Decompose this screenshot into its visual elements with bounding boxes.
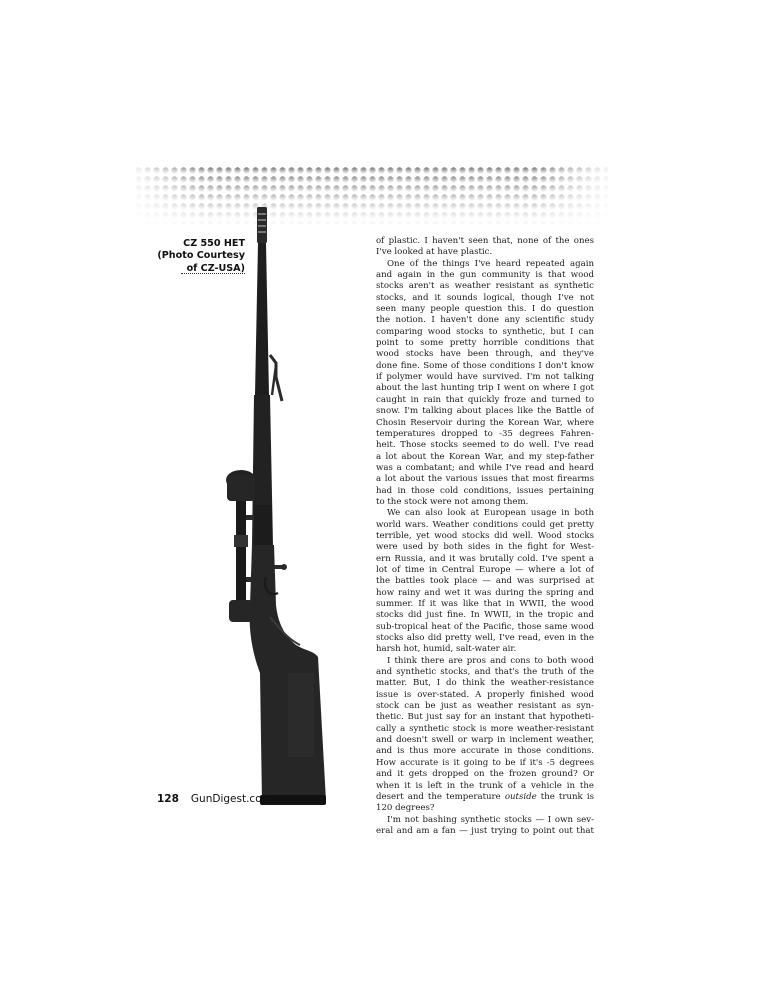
text-line: eral and am a fan — just trying to point out that — [376, 825, 594, 836]
rifle-photo — [196, 205, 336, 810]
caption-line: (Photo Courtesy — [157, 250, 245, 262]
text-line: matter. But, I do think the weather-resistance — [376, 678, 594, 689]
text-line: and synthetic stocks, and that's the truth of the — [376, 667, 594, 678]
text-line: One of the things I've heard repeated again — [387, 258, 594, 269]
text-line: wood stocks have been through, and they've — [376, 349, 594, 360]
text-line: caught in rain that quickly froze and turned to — [376, 394, 594, 405]
text-line: and it gets dropped on the frozen ground? Or — [376, 769, 594, 780]
text-line: had in those cold conditions, issues pertaining — [376, 485, 594, 496]
text-line: how rainy and wet it was during the spring and — [376, 587, 594, 598]
site-name: GunDigest.com — [190, 793, 272, 805]
text-run: the trunk is — [536, 791, 594, 802]
text-line: summer. If it was like that in WWII, the wood — [376, 599, 594, 609]
text-line: 120 degrees? — [376, 803, 435, 814]
text-line: stocks did just fine. In WWII, in the tropic and — [376, 610, 594, 621]
text-line: the battles took place — and was surprised at — [376, 576, 594, 587]
text-line: I'm not bashing synthetic stocks — I own sev- — [387, 814, 594, 825]
text-line: temperatures dropped to -35 degrees Fahren- — [376, 428, 594, 439]
text-line: a lot about the various issues that most firearms — [376, 474, 594, 485]
caption-line: of CZ-USA) — [186, 262, 245, 274]
text-line: sub-tropical heat of the Pacific, those same wood — [376, 621, 594, 632]
text-line: were used by both sides in the fight for West- — [376, 542, 594, 553]
text-line: stocks aren't as weather resistant as synthetic — [376, 281, 594, 292]
page-footer — [157, 793, 272, 805]
text-line: when it is left in the trunk of a vehicle in the — [376, 780, 594, 791]
text-line: ern Russia, and it was brutally cold. I've spent a — [376, 553, 594, 564]
text-line: cally a synthetic stock is more weather-resistant — [376, 723, 594, 734]
text-line: harsh hot, humid, salt-water air. — [376, 644, 517, 655]
text-line: was a combatant; and while I've read and heard — [376, 462, 594, 473]
page-number: 128 — [157, 793, 179, 805]
text-line: to the stock were not among them. — [376, 496, 529, 507]
text-line: How accurate is it going to be if it's -5 degrees — [376, 757, 594, 768]
text-line: and doesn't swell or warp in inclement weather, — [376, 735, 594, 746]
text-line: terrible, yet wood stocks did well. Wood stocks — [376, 530, 594, 541]
text-line: a lot about the Korean War, and my step-father — [376, 451, 594, 462]
text-line: stocks also did pretty well, I've read, even in the — [376, 633, 594, 644]
text-line: done fine. Some of those conditions I don't know — [376, 360, 594, 371]
text-line: snow. I'm talking about places like the Battle of — [376, 406, 594, 417]
text-line: heit. Those stocks seemed to do well. I've read — [376, 440, 594, 451]
text-line: Chosin Reservoir during the Korean War, where — [376, 417, 594, 428]
text-line: I think there are pros and cons to both wood — [387, 655, 594, 666]
text-line: of plastic. I haven't seen that, none of the ones — [376, 236, 594, 246]
text-line: and is thus more accurate in those conditions. — [376, 746, 594, 757]
text-line: lot of time in Central Europe — where a lot of — [376, 564, 594, 575]
text-line: and again in the gun community is that wood — [376, 270, 594, 281]
text-line: thetic. But just say for an instant that hypotheti- — [376, 712, 594, 723]
body-text-column — [376, 236, 594, 837]
text-line: if polymer would have survived. I'm not talking — [376, 372, 594, 383]
caption-line: CZ 550 HET — [183, 238, 245, 249]
text-line: stock can be just as weather resistant as syn- — [376, 701, 594, 712]
text-line: seen many people question this. I do question — [376, 304, 594, 315]
text-line-with-italic — [376, 792, 594, 803]
text-line: the notion. I haven't done any scientific study — [376, 315, 594, 326]
italic-word: outside — [504, 791, 537, 802]
text-line: stocks, and it sounds logical, though I've not — [376, 292, 594, 303]
text-line: comparing wood stocks to synthetic, but I can — [376, 326, 594, 337]
text-line: issue is over-stated. A properly finished wood — [376, 689, 594, 700]
text-line: point to some pretty horrible conditions that — [376, 338, 594, 349]
text-line: I've looked at have plastic. — [376, 247, 493, 258]
text-line: world wars. Weather conditions could get pretty — [376, 519, 594, 530]
text-run: desert and the temperature — [376, 791, 505, 802]
text-line: We can also look at European usage in both — [387, 508, 594, 519]
text-line: about the last hunting trip I went on where I got — [376, 383, 594, 394]
